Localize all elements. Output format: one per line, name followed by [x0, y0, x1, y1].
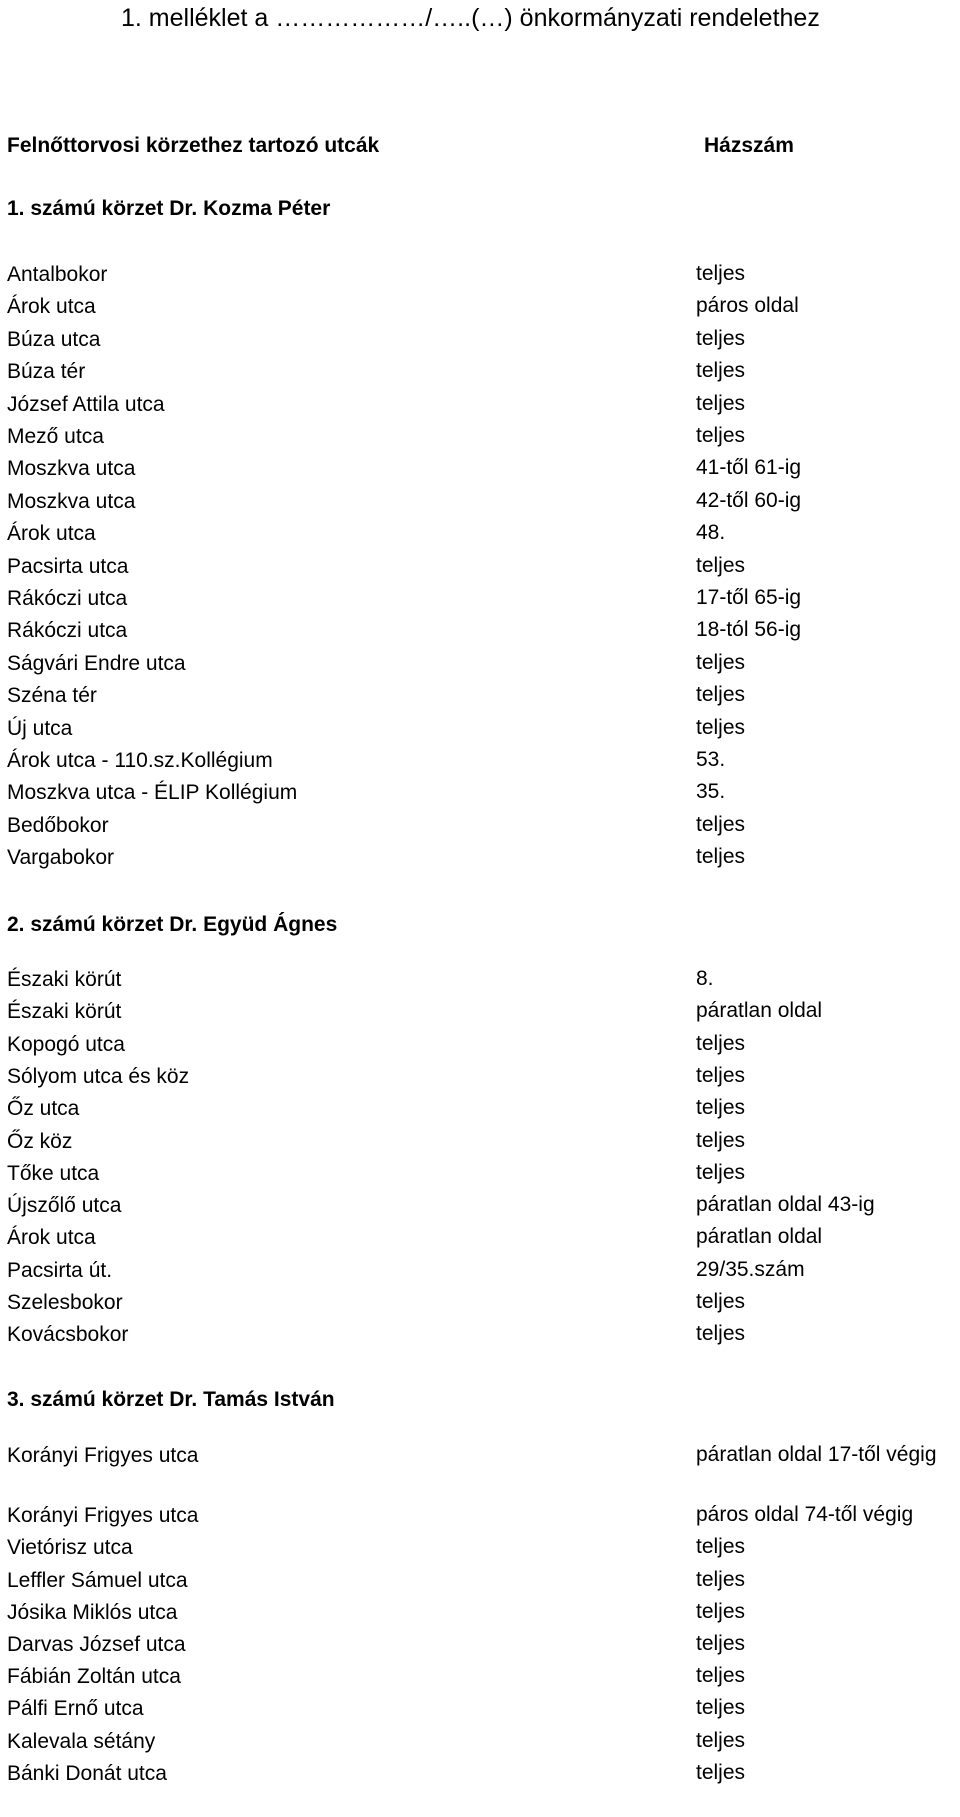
house-number-range: teljes — [696, 553, 746, 577]
street-row — [0, 1319, 960, 1351]
street-row — [0, 996, 960, 1028]
house-number-range: teljes — [696, 1760, 746, 1784]
house-number-range: teljes — [696, 1567, 746, 1591]
house-number-range: teljes — [696, 326, 746, 350]
street-row — [0, 745, 960, 777]
house-number-range: teljes — [696, 1290, 746, 1313]
district-heading: 1. számú körzet Dr. Kozma Péter — [7, 197, 331, 220]
street-row — [0, 648, 960, 680]
house-number-range: teljes — [696, 424, 746, 447]
street-row — [0, 518, 960, 550]
street-name: Északi körút — [7, 1000, 122, 1024]
street-name: Újszőlő utca — [7, 1194, 122, 1218]
street-name: Őz köz — [7, 1129, 73, 1153]
street-name: Árok utca — [7, 295, 96, 319]
street-row — [0, 810, 960, 842]
street-name: Vargabokor — [7, 846, 115, 870]
house-number-range: páros oldal — [696, 294, 799, 318]
house-number-range: teljes — [696, 1632, 746, 1655]
house-number-range: 8. — [696, 967, 714, 990]
street-name: Árok utca — [7, 1226, 96, 1250]
house-number-range: teljes — [696, 1160, 746, 1184]
street-row — [0, 1093, 960, 1125]
street-name: Darvas József utca — [7, 1633, 186, 1656]
house-number-range: 41-től 61-ig — [696, 456, 802, 480]
house-number-range: páratlan oldal 43-ig — [696, 1193, 875, 1217]
house-number-range: páratlan oldal — [696, 999, 823, 1023]
street-name: Új utca — [7, 716, 73, 740]
house-number-range: teljes — [696, 359, 746, 383]
street-name: Vietórisz utca — [7, 1536, 133, 1560]
street-name: Jósika Miklós utca — [7, 1600, 178, 1624]
street-row — [0, 1222, 960, 1254]
street-name: Moszkva utca - ÉLIP Kollégium — [7, 781, 298, 805]
district-heading: 3. számú körzet Dr. Tamás István — [7, 1388, 335, 1411]
street-name: Sólyom utca és köz — [7, 1064, 190, 1088]
house-number-range: teljes — [696, 845, 746, 869]
house-number-range: teljes — [696, 1031, 746, 1055]
document-title: 1. melléklet a ………………/…..(…) önkormányzati rendelethez — [121, 4, 820, 32]
street-row — [0, 1287, 960, 1319]
house-number-range: teljes — [696, 683, 746, 707]
street-row — [0, 713, 960, 745]
street-row — [0, 1597, 960, 1629]
street-name: Búza utca — [7, 327, 101, 351]
house-number-range: teljes — [696, 1696, 746, 1720]
street-name: Pacsirta utca — [7, 554, 129, 578]
house-number-range: teljes — [696, 1535, 746, 1559]
street-name: Moszkva utca — [7, 489, 136, 513]
street-name: Kopogó utca — [7, 1032, 125, 1056]
street-row — [0, 1758, 960, 1790]
streets-column-header: Felnőttorvosi körzethez tartozó utcák — [7, 134, 380, 157]
house-number-column-header: Házszám — [704, 134, 794, 157]
street-name: Rákóczi utca — [7, 587, 128, 610]
house-number-range: teljes — [696, 1063, 746, 1087]
house-number-range: 29/35.szám — [696, 1257, 805, 1281]
street-row — [0, 421, 960, 453]
street-name: Pálfi Ernő utca — [7, 1697, 144, 1721]
street-name: Ságvári Endre utca — [7, 651, 186, 675]
house-number-range: teljes — [696, 1128, 746, 1152]
street-name: Árok utca — [7, 522, 96, 546]
street-name: Moszkva utca — [7, 457, 136, 481]
house-number-range: 53. — [696, 748, 726, 771]
street-row — [0, 486, 960, 518]
district-heading: 2. számú körzet Dr. Együd Ágnes — [7, 913, 338, 936]
street-row — [0, 453, 960, 485]
house-number-range: 35. — [696, 780, 726, 804]
street-row — [0, 1126, 960, 1158]
street-name: Búza tér — [7, 360, 86, 384]
street-row — [0, 615, 960, 647]
street-row — [0, 777, 960, 809]
street-name: Leffler Sámuel utca — [7, 1568, 188, 1592]
street-row — [0, 551, 960, 583]
street-name: Szelesbokor — [7, 1291, 123, 1314]
street-name: Kovácsbokor — [7, 1323, 129, 1347]
house-number-range: teljes — [696, 1322, 746, 1346]
street-row — [0, 324, 960, 356]
street-row — [0, 1440, 960, 1472]
house-number-range: teljes — [696, 812, 746, 836]
street-name: Korányi Frigyes utca — [7, 1444, 199, 1467]
house-number-range: páratlan oldal 17-től végig — [696, 1443, 937, 1466]
street-row — [0, 1061, 960, 1093]
street-row — [0, 1190, 960, 1222]
street-row — [0, 964, 960, 996]
street-name: Fábián Zoltán utca — [7, 1665, 181, 1689]
street-row — [0, 356, 960, 388]
house-number-range: teljes — [696, 1096, 746, 1120]
street-row — [0, 389, 960, 421]
house-number-range: 17-től 65-ig — [696, 586, 802, 609]
street-name: Rákóczi utca — [7, 619, 128, 643]
house-number-range: 18-tól 56-ig — [696, 618, 802, 642]
street-row — [0, 1726, 960, 1758]
street-name: Korányi Frigyes utca — [7, 1504, 199, 1528]
street-row — [0, 842, 960, 874]
house-number-range: teljes — [696, 262, 746, 285]
street-row — [0, 1500, 960, 1532]
house-number-range: teljes — [696, 1664, 746, 1688]
street-name: Széna tér — [7, 684, 97, 708]
street-name: Tőke utca — [7, 1161, 100, 1185]
street-row — [0, 291, 960, 323]
street-row — [0, 1158, 960, 1190]
street-name: Pacsirta út. — [7, 1258, 113, 1282]
street-name: Bedőbokor — [7, 813, 109, 837]
street-name: József Attila utca — [7, 392, 165, 416]
street-name: Őz utca — [7, 1097, 80, 1121]
street-row — [0, 583, 960, 615]
street-row — [0, 1029, 960, 1061]
street-name: Bánki Donát utca — [7, 1761, 167, 1785]
street-name: Mező utca — [7, 425, 104, 448]
house-number-range: páratlan oldal — [696, 1225, 823, 1249]
street-name: Északi körút — [7, 968, 122, 991]
house-number-range: 42-től 60-ig — [696, 488, 802, 512]
house-number-range: 48. — [696, 521, 726, 545]
street-name: Árok utca - 110.sz.Kollégium — [7, 749, 273, 772]
street-row — [0, 1532, 960, 1564]
house-number-range: teljes — [696, 391, 746, 415]
street-name: Antalbokor — [7, 263, 108, 286]
street-row — [0, 1565, 960, 1597]
house-number-range: páros oldal 74-től végig — [696, 1503, 914, 1527]
street-row — [0, 1693, 960, 1725]
house-number-range: teljes — [696, 650, 746, 674]
street-row — [0, 1661, 960, 1693]
street-row — [0, 259, 960, 291]
house-number-range: teljes — [696, 1599, 746, 1623]
house-number-range: teljes — [696, 1728, 746, 1752]
street-row — [0, 1629, 960, 1661]
street-row — [0, 680, 960, 712]
house-number-range: teljes — [696, 715, 746, 739]
street-row — [0, 1255, 960, 1287]
street-name: Kalevala sétány — [7, 1729, 156, 1753]
